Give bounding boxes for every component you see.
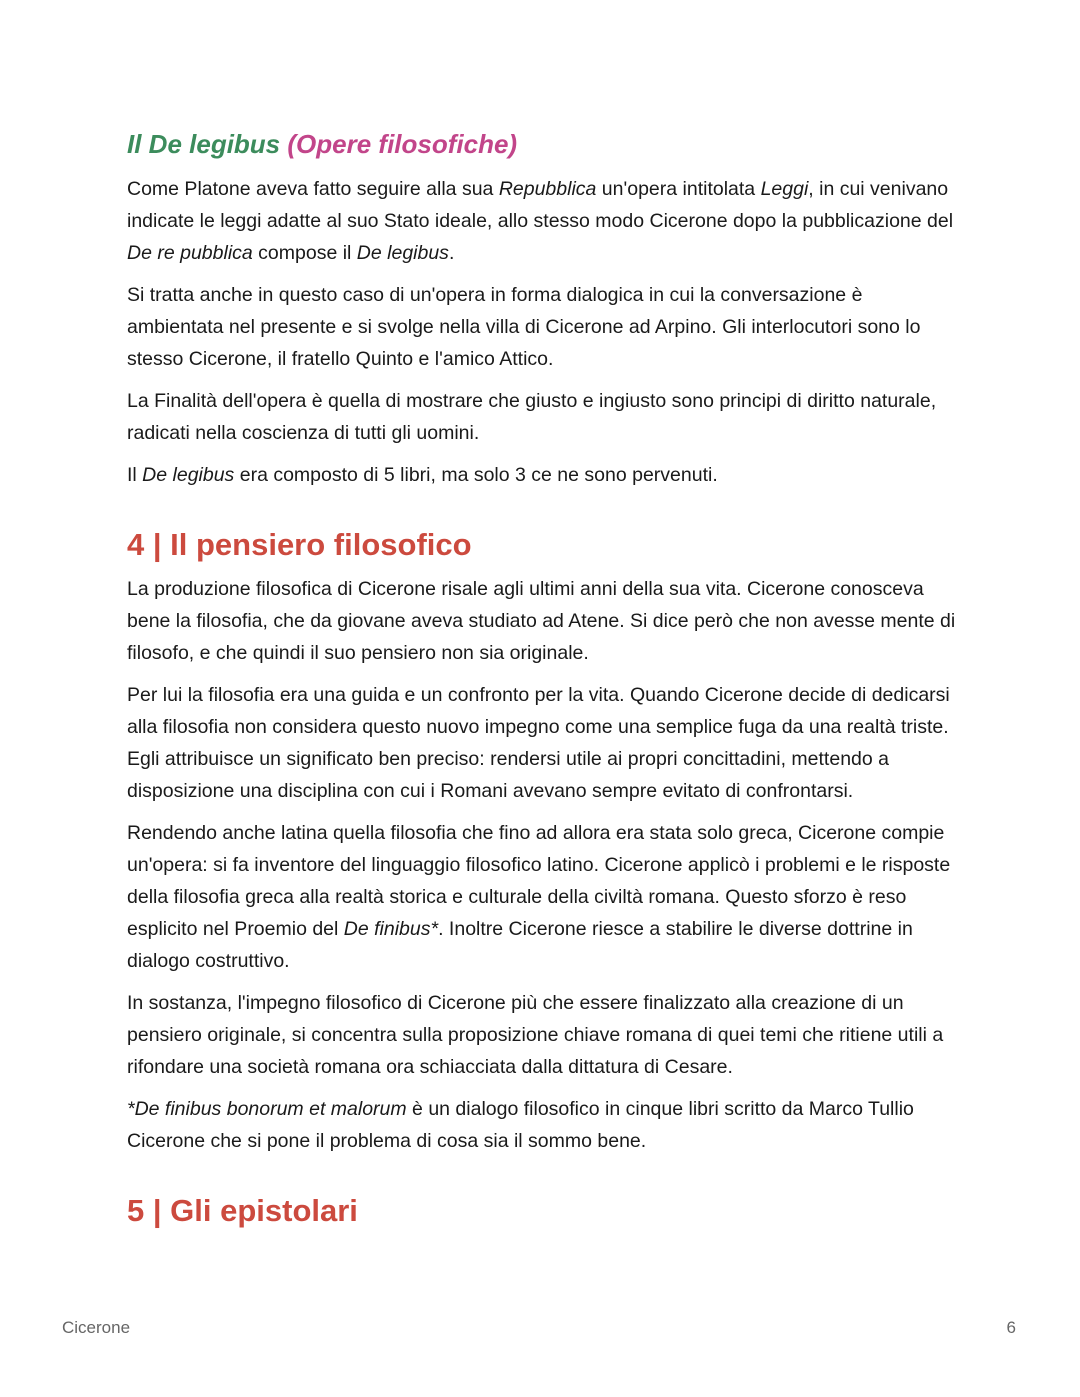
page-number: 6	[1006, 1318, 1016, 1337]
de-legibus-heading-subtitle: (Opere filosofiche)	[287, 129, 518, 159]
paragraph-philosophy-summary: In sostanza, l'impegno filosofico di Cicerone più che essere finalizzato alla creazione di un pensiero originale, si concentra sulla proposizione chiave romana di quei temi che ritiene utili a rifondare una società romana ora schiacciata dalla dittatura di Cesare.	[127, 992, 944, 1078]
footnote-de-finibus: *De finibus bonorum et malorum è un dialogo filosofico in cinque libri scritto da Marco Tullio Cicerone che si pone il problema di cosa sia il sommo bene.	[127, 1098, 914, 1152]
paragraph-de-legibus-dialogue: Si tratta anche in questo caso di un'opera in forma dialogica in cui la conversazione è ambientata nel presente e si svolge nella villa di Cicerone ad Arpino. Gli interlocutori sono lo stesso Cicerone, il fratello Quinto e l'amico Attico.	[127, 284, 921, 370]
page-content	[127, 127, 957, 1239]
section-4-title: 4 | Il pensiero filosofico	[127, 527, 472, 562]
paragraph-de-legibus-purpose: La Finalità dell'opera è quella di mostrare che giusto e ingiusto sono principi di diritto naturale, radicati nella coscienza di tutti gli uomini.	[127, 390, 937, 444]
paragraph-philosophy-guide: Per lui la filosofia era una guida e un confronto per la vita. Quando Cicerone decide di dedicarsi alla filosofia non considera questo nuovo impegno come una semplice fuga da una realtà triste. Egli attribuisce un significato ben preciso: rendersi utile ai propri concittadini, mettendo a disposizione una disciplina con cui i Romani avevano sempre evitato di confrontarsi.	[127, 684, 950, 802]
footer-document-title: Cicerone	[62, 1318, 131, 1337]
paragraph-de-legibus-intro: Come Platone aveva fatto seguire alla sua Repubblica un'opera intitolata Leggi, in cui venivano indicate le leggi adatte al suo Stato ideale, allo stesso modo Cicerone dopo la pubblicazione del De re pubblica compose il De legibus.	[127, 178, 954, 264]
de-legibus-heading-title: Il De legibus	[127, 129, 281, 159]
paragraph-de-legibus-books: Il De legibus era composto di 5 libri, ma solo 3 ce ne sono pervenuti.	[127, 464, 718, 486]
paragraph-philosophy-origins: La produzione filosofica di Cicerone risale agli ultimi anni della sua vita. Cicerone conosceva bene la filosofia, che da giovane aveva studiato ad Atene. Si dice però che non avesse mente di filosofo, e che quindi il suo pensiero non sia originale.	[127, 578, 956, 664]
paragraph-philosophy-latin: Rendendo anche latina quella filosofia che fino ad allora era stata solo greca, Cicerone compie un'opera: si fa inventore del linguaggio filosofico latino. Cicerone applicò i problemi e le risposte della filosofia greca alla realtà storica e culturale della civiltà romana. Questo sforzo è reso esplicito nel Proemio del De finibus*. Inoltre Cicerone riesce a stabilire le diverse dottrine in dialogo costruttivo.	[127, 822, 951, 972]
section-5-title: 5 | Gli epistolari	[127, 1193, 358, 1228]
de-legibus-heading	[127, 127, 957, 161]
